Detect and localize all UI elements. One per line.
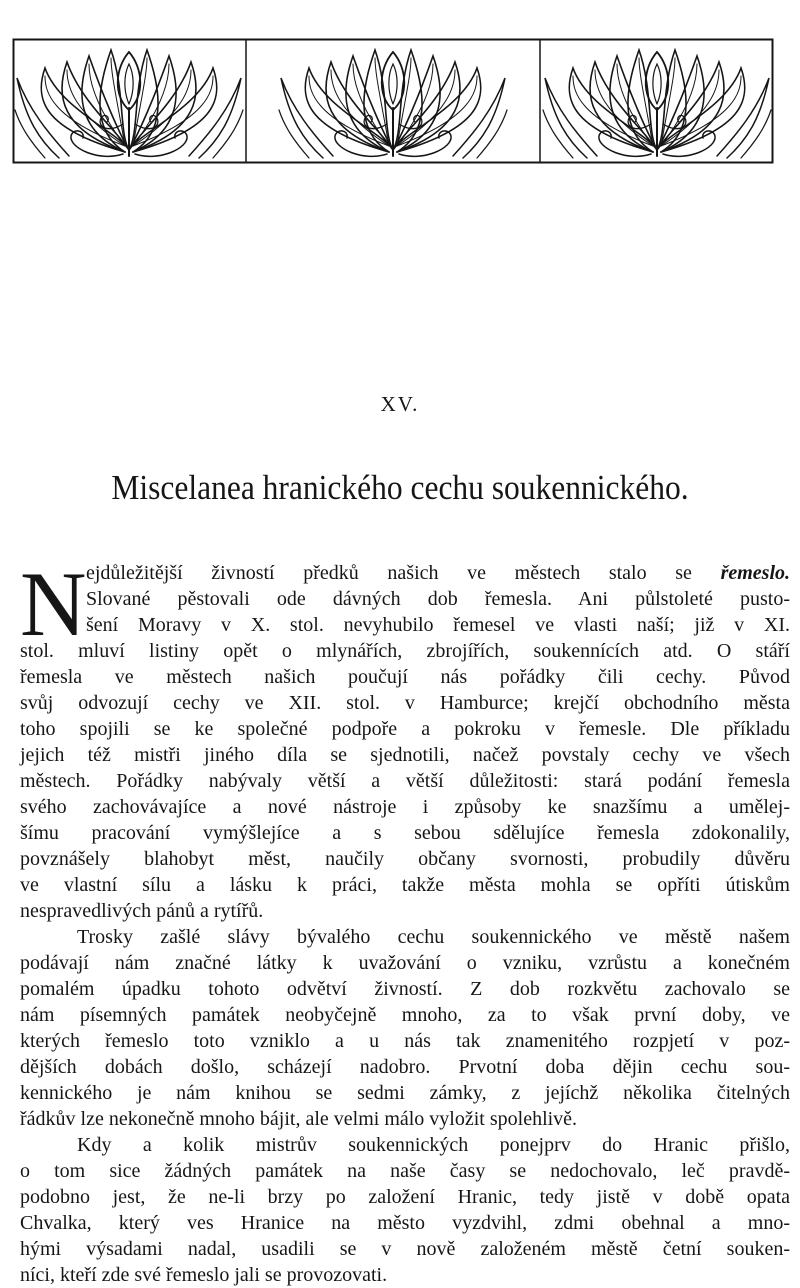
- text-line: Chvalka, který ves Hranice na město vyzdvihl, zdmi obehnal a mno-: [20, 1212, 790, 1234]
- text-line: šímu pracování vymýšlejíce a s sebou sdělujíce řemesla zdokonalily,: [20, 822, 790, 844]
- text-line: Kdy a kolik mistrův soukennických ponejprv do Hranic přišlo,: [77, 1134, 790, 1156]
- text-line: nespravedlivých pánů a rytířů.: [20, 900, 264, 922]
- floral-ornament-graphic: [12, 38, 774, 164]
- text-line: ve vlastní sílu a lásku k práci, takže města mohla se opříti útiskům: [20, 874, 790, 896]
- text-line: svého zachovávajíce a nové nástroje i způsoby ke snazšímu a umělej-: [20, 796, 790, 818]
- drop-cap: N: [20, 553, 87, 655]
- floral-motif: [279, 50, 507, 158]
- text-line: níci, kteří zde své řemeslo jali se provozovati.: [20, 1264, 388, 1286]
- floral-motif: [15, 50, 243, 158]
- text-line: hými výsadami nadal, usadili se v nově založeném městě četní souken-: [20, 1238, 790, 1260]
- text-line: Trosky zašlé slávy bývalého cechu soukennického ve městě našem: [77, 926, 790, 948]
- text-line: o tom sice žádných památek na naše časy se nedochovalo, leč pravdě-: [20, 1160, 790, 1182]
- emphasis-word: řemeslo.: [720, 562, 790, 584]
- text-line: ejdůležitější živností předků našich ve městech stalo se řemeslo.: [86, 562, 790, 584]
- paragraph-1: [20, 553, 790, 924]
- text-line: podávají nám značné látky k uvažování o vzniku, vzrůstu a konečném: [20, 952, 790, 974]
- text-line: šení Moravy v X. stol. nevyhubilo řemesel ve vlasti naší; již v XI.: [86, 614, 790, 636]
- header-ornament: [12, 38, 774, 164]
- text-line: svůj odvozují cechy ve XII. stol. v Hamburce; krejčí obchodního města: [20, 692, 790, 714]
- chapter-number: XV.: [380, 392, 420, 416]
- floral-motif: [543, 50, 771, 158]
- text-line: toho spojili se ke společné podpoře a pokroku v řemesle. Dle příkladu: [20, 718, 790, 740]
- text-line: řemesla ve městech našich poučují nás pořádky čili cechy. Původ: [20, 666, 790, 688]
- text-line: jejich též mistři jiného díla se sjednotili, načež povstaly cechy ve všech: [20, 744, 790, 766]
- chapter-title: Miscelanea hranického cechu soukennického.: [111, 468, 689, 507]
- text-line: kterých řemeslo toto vzniklo a u nás tak znamenitého rozpjetí v poz-: [20, 1030, 790, 1052]
- paragraph-3: [20, 1132, 790, 1288]
- text-line: řádkův lze nekonečně mnoho bájit, ale velmi málo vyložit spolehlivě.: [20, 1108, 578, 1130]
- text-line: Slované pěstovali ode dávných dob řemesla. Ani půlstoleté pusto-: [86, 588, 790, 610]
- paragraph-2: [20, 924, 790, 1132]
- text-line: kennického je nám knihou se sedmi zámky, z jejíchž několika čitelných: [20, 1082, 790, 1104]
- text-line: městech. Pořádky nabývaly větší a větší důležitosti: stará podání řemesla: [20, 770, 790, 792]
- text-line: pomalém úpadku tohoto odvětví živností. Z dob rozkvětu zachovalo se: [20, 978, 790, 1000]
- text-line: podobno jest, že ne-li brzy po založení Hranic, tedy jistě v době opata: [20, 1186, 790, 1208]
- text-line: stol. mluví listiny opět o mlynářích, zbrojířích, soukennících atd. O stáří: [20, 640, 790, 662]
- text-line: povznášely blahobyt měst, naučily občany svornosti, probudily důvěru: [20, 848, 790, 870]
- text-line: dějších dobách došlo, scházejí nadobro. Prvotní doba dějin cechu sou-: [20, 1056, 790, 1078]
- text-line: nám písemných památek neobyčejně mnoho, za to však první doby, ve: [20, 1004, 790, 1026]
- body-text: [20, 553, 790, 1288]
